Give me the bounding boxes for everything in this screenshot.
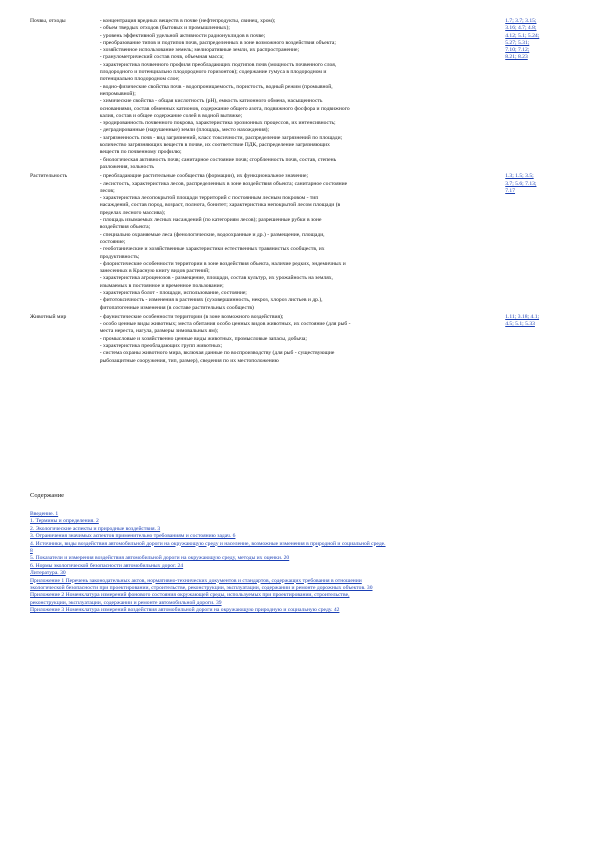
description-line: - хозяйственное использование земель; мелиоративные земли, их распространение; bbox=[99, 47, 300, 54]
description-line: калия, состав и общее содержание солей в водной вытяжке; bbox=[99, 112, 243, 119]
toc-link[interactable]: 5. Показатели и измерения воздействия автомобильной дороги на окружающую среду, методы их оценки. 20 bbox=[30, 555, 290, 562]
description-line: - геоботанические и хозяйственные характеристики естественных травянистых сообществ, их bbox=[99, 246, 325, 253]
description-line: количество загрязняющих веществ в почве, их соответствие ПДК, распределение загрязняющих bbox=[99, 142, 330, 149]
toc-link[interactable]: Приложение 2 Номенклатура измерений фонового состояния окружающей среды, используемых при проектировании, строительстве, bbox=[30, 592, 350, 599]
description-line: разложения, зольность bbox=[99, 163, 154, 170]
description-line: - химические свойства - общая кислотность (pH), емкость катионного обмена, насыщенность bbox=[99, 98, 323, 105]
description-line: непромывной); bbox=[99, 90, 136, 97]
description-line: веществ по почвенному профилю; bbox=[99, 149, 182, 156]
description-line: - характеристика почвенного профиля преобладающих подтипов почв (мощность почвенного слоя, bbox=[99, 61, 337, 68]
toc-link[interactable]: Введение. 1 bbox=[30, 511, 59, 517]
description-line: потенциально плодородном слое; bbox=[99, 76, 180, 83]
description-line: - преобразование типов и подтипов почв, распределенных в зоне возможного воздействия объекта; bbox=[99, 39, 336, 46]
description-line: состояние; bbox=[99, 238, 126, 245]
row-component-name: Животный мир bbox=[30, 313, 67, 320]
description-line: основаниями, состав обменных катионов, содержание общего азота, подвижного фосфора и подвижного bbox=[99, 105, 350, 112]
toc-link[interactable]: 1. Термины и определения. 2 bbox=[30, 518, 99, 525]
row-component-name: Растительность bbox=[30, 173, 68, 180]
row-description bbox=[100, 173, 504, 312]
reference-link[interactable]: 7.17 bbox=[505, 187, 516, 194]
toc-title: Содержание bbox=[30, 492, 65, 499]
toc-link[interactable]: реконструкции, эксплуатации, содержании и ремонте автомобильной дороги. 39 bbox=[30, 599, 222, 606]
description-line: фитопатогенные изменения (в составе растительных сообществ) bbox=[99, 304, 254, 311]
description-line: - фаунистические особенности территории (в зоне возможного воздействия); bbox=[99, 313, 284, 320]
description-line: - характеристика лесопокрытой площади территорий с постоянным лесным покровом - тип bbox=[99, 195, 319, 202]
row-references bbox=[503, 314, 570, 329]
description-line: - объем твердых отходов (бытовых и промышленных); bbox=[99, 25, 230, 32]
description-line: - эродированность почвенного покрова, характеристика эрозионных процессов, их интенсивность; bbox=[99, 120, 336, 127]
toc-link[interactable]: 8 bbox=[30, 548, 33, 555]
description-line: - характеристика агроценозов - размещение, площади, состав культур, их урожайность на землях, bbox=[99, 275, 333, 282]
reference-link[interactable]: 3.16; 4.7; 4.8; bbox=[505, 25, 537, 32]
description-line: - преобладающие растительные сообщества (формации), их функциональное значение; bbox=[99, 173, 309, 180]
reference-link[interactable]: 5.27; 5.31; bbox=[505, 39, 530, 46]
table-of-contents bbox=[30, 511, 575, 615]
description-line: - водно-физические свойства почв - водопроницаемость, пористость, водный режим (промывной, bbox=[99, 83, 333, 90]
description-line: - гранулометрический состав почв, объемная масса; bbox=[99, 54, 224, 61]
description-line: - особо ценные виды животных; места обитания особо ценных видов животных, их состояние (для рыб - bbox=[99, 321, 351, 328]
description-line: - фитотоксичность - изменения в растениях (суховершинность, некроз, хлороз листьев и др.), bbox=[99, 297, 323, 304]
toc-link[interactable]: 2. Экологические аспекты и природные воздействия. 3 bbox=[30, 525, 161, 532]
description-line: - система охраны животного мира, включая данные по воспроизводству (для рыб - существующие bbox=[99, 350, 335, 357]
toc-link[interactable]: 4. Источники, виды воздействия автомобильной дороги на окружающую среду и население, возможные изменения в природной и социальной среде. bbox=[30, 540, 386, 547]
description-line: воздействия объекта; bbox=[99, 224, 151, 231]
table-row bbox=[30, 173, 570, 312]
toc-link[interactable]: 3. Ограничения значимых аспектов применительно требованиям и состоянию задач. 6 bbox=[30, 533, 236, 540]
description-line: рыбозащитные сооружения, тип, размер), сведения по их местоположению bbox=[99, 357, 279, 364]
row-references bbox=[503, 173, 570, 195]
description-line: - флористические особенности территории в зоне воздействия объекта, наличие редких, эндемичных и bbox=[99, 260, 346, 267]
description-line: - концентрация вредных веществ в почве (нефтепродукты, свинец, хром); bbox=[99, 18, 276, 24]
description-line: - биологическая активность почв; санитарное состояние почв; сгорбленность почв, состав, степень bbox=[99, 156, 337, 163]
table-row bbox=[30, 18, 570, 171]
description-line: продуктивность; bbox=[99, 253, 140, 260]
description-line: пределах лесного массива); bbox=[99, 209, 166, 216]
toc-link[interactable]: Приложение 3 Номенклатура измерений воздействия автомобильной дороги на окружающую природную и социальную среду. 42 bbox=[30, 607, 340, 614]
row-references bbox=[503, 18, 570, 62]
description-line: - деградированные (нарушенные) земли (площадь, место нахождения); bbox=[99, 127, 270, 134]
description-line: насаждений, состав пород, возраст, полнота, бонитет; характеристика непокрытой лесом площади (в bbox=[99, 202, 341, 209]
description-line: - площадь изымаемых лесных насаждений (по категориям лесов); разрешенные рубки в зоне bbox=[99, 217, 322, 224]
description-line: места нереста, нагула, размеры зимовальных ям); bbox=[99, 328, 219, 335]
reference-link[interactable]: 1.3; 1.5; 3.5; bbox=[505, 173, 534, 180]
description-line: - лесистость, характеристика лесов, распределенных в зоне воздействия объекта; санитарное состояние bbox=[99, 180, 348, 187]
description-line: плодородного и потенциально плодородного горизонтов); содержание гумуса в плодородном и bbox=[99, 69, 327, 76]
reference-link[interactable]: 4.5; 5.1; 5.33 bbox=[505, 321, 535, 328]
requirements-table bbox=[30, 18, 570, 365]
description-line: - характеристика болот - площади, использование, состояние; bbox=[99, 289, 247, 296]
toc-link[interactable]: Приложение 1 Перечень законодательных актов, нормативно-технических документов и стандартов, содержащих требования в отношении bbox=[30, 577, 362, 584]
toc-link[interactable]: экологической безопасности при проектировании, строительстве, реконструкции, эксплуатации, содержании и ремонте дорожных объектов. 30 bbox=[30, 585, 373, 592]
description-line: - специально охраняемые леса (фенологические, водоохранные и др.) - размещение, площади, bbox=[99, 231, 325, 238]
reference-link[interactable]: 1.11; 3.18; 4.1; bbox=[505, 313, 540, 320]
toc-link[interactable]: Литература. 30 bbox=[30, 570, 66, 577]
description-line: - загрязненность почв - вид загрязнений, класс токсичности, распределение загрязнений по площади; bbox=[99, 134, 343, 141]
row-description bbox=[100, 18, 504, 171]
description-line: - характеристика преобладающих групп животных; bbox=[99, 343, 223, 350]
description-line: изымаемых в постоянное и временное пользование; bbox=[99, 282, 224, 289]
reference-link[interactable]: 8.21; 8.23 bbox=[505, 54, 528, 61]
row-description bbox=[100, 314, 504, 365]
row-component-name: Почвы, отходы bbox=[30, 18, 66, 24]
description-line: занесенных в Красную книгу видов растений; bbox=[99, 268, 210, 275]
toc-link[interactable]: 6. Нормы экологической безопасности автомобильных дорог. 24 bbox=[30, 562, 184, 569]
reference-link[interactable]: 1.7; 3.7; 3.15; bbox=[505, 18, 537, 24]
table-row bbox=[30, 314, 570, 365]
reference-link[interactable]: 4.12; 5.1; 5.24; bbox=[505, 32, 540, 39]
description-line: лесов; bbox=[99, 187, 115, 194]
description-line: - промысловые и хозяйственно ценные виды животных, промысловые запасы, добыча; bbox=[99, 335, 307, 342]
reference-link[interactable]: 7.10; 7.12; bbox=[505, 47, 530, 54]
reference-link[interactable]: 3.7; 5.6; 7.13; bbox=[505, 180, 537, 187]
description-line: - уровень эффективной удельной активности радионуклидов в почве; bbox=[99, 32, 266, 39]
